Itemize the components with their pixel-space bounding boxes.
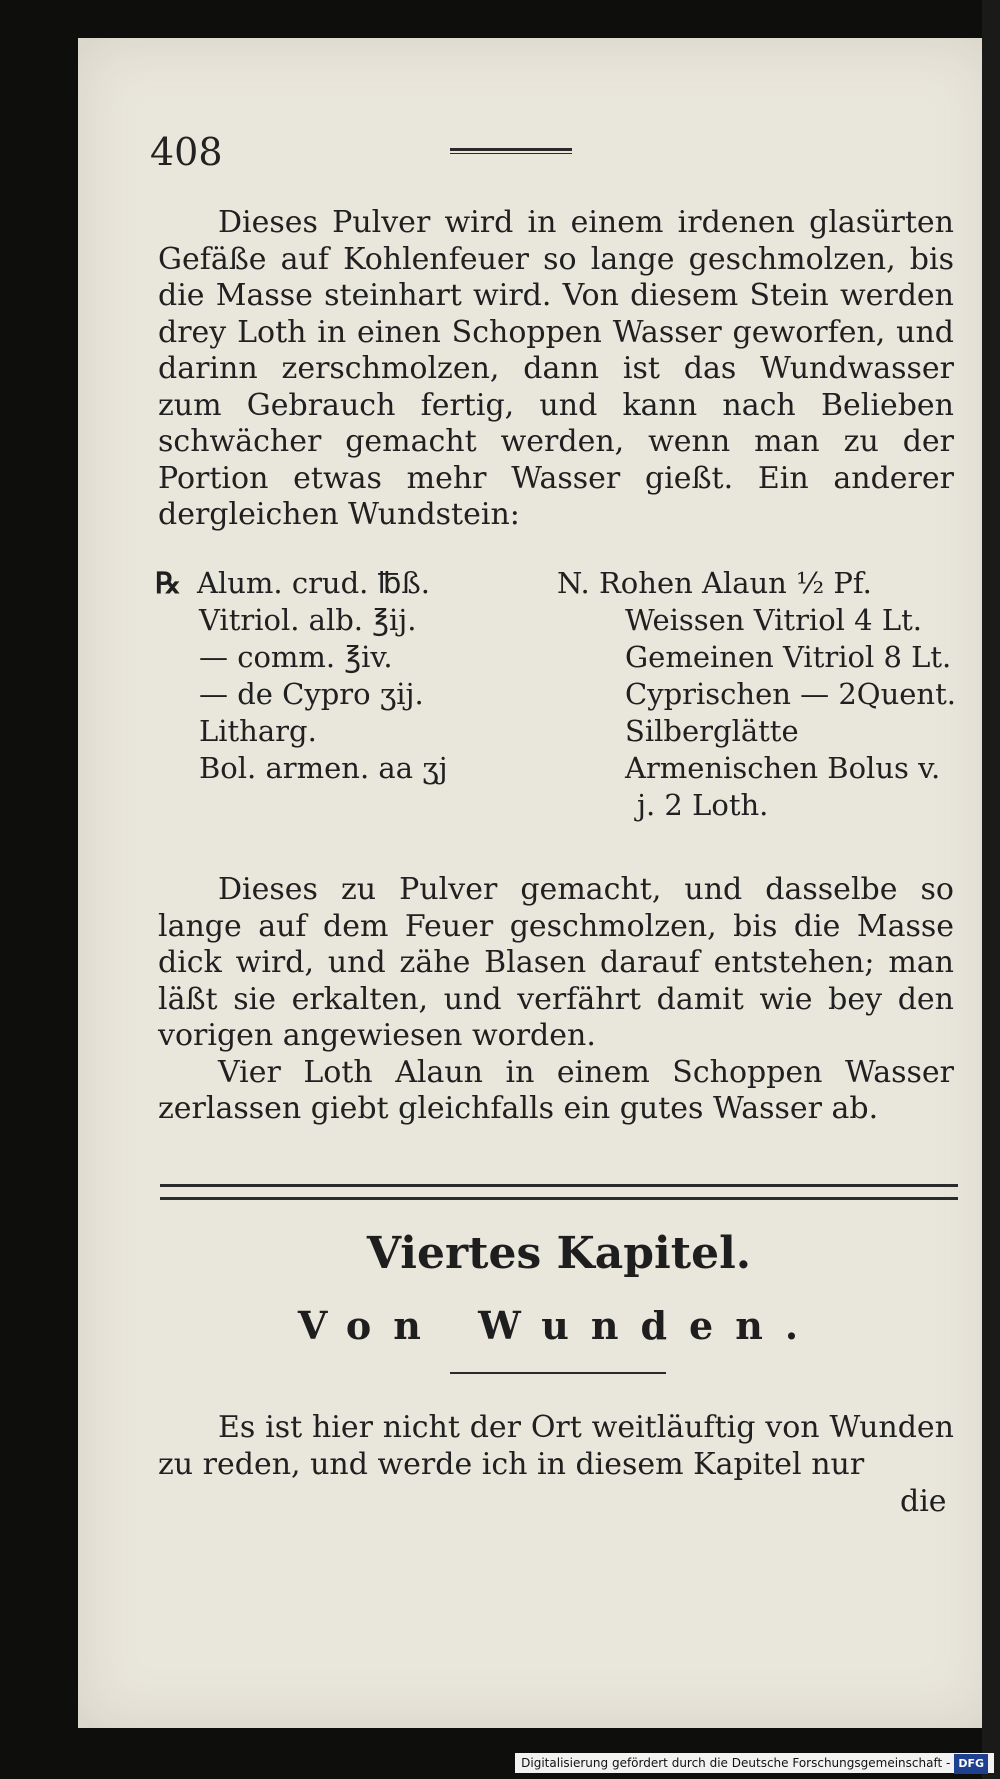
dfg-logo: DFG	[954, 1754, 988, 1774]
recipe-latin-line	[155, 787, 573, 824]
digitization-footer	[515, 1753, 994, 1773]
footer-text: Digitalisierung gefördert durch die Deutsche Forschungsgemeinschaft -	[521, 1756, 951, 1770]
recipe-latin-line: Bol. armen. aa ʒj	[199, 751, 448, 785]
paragraph-2	[158, 872, 954, 1128]
catchword: die	[900, 1484, 947, 1519]
recipe-table	[155, 565, 961, 824]
recipe-german-line: Cyprischen — 2Quent.	[625, 677, 956, 711]
recipe-latin-line: Alum. crud. ℔ß.	[197, 566, 430, 600]
recipe-row	[155, 602, 961, 639]
recipe-latin-line: Vitriol. alb. ℥ij.	[199, 603, 417, 637]
recipe-symbol: ℞	[155, 566, 181, 600]
recipe-latin-cell	[155, 565, 529, 602]
chapter-subtitle: Von Wunden.	[297, 1303, 821, 1348]
chapter-title: Viertes Kapitel.	[366, 1228, 752, 1279]
recipe-german-line: Rohen Alaun ½ Pf.	[598, 566, 872, 600]
paragraph-2-text: Dieses zu Pulver gemacht, und dasselbe so lange auf dem Feuer geschmolzen, bis die Masse dick wird, und zähe Blasen darauf entstehen; man läßt sie erkalten, und verfährt damit wie bey den vorigen angewiesen worden.	[158, 872, 954, 1053]
recipe-n-symbol: N.	[557, 566, 590, 600]
recipe-german-line: Armenischen Bolus v.	[625, 751, 941, 785]
recipe-row	[155, 565, 961, 602]
recipe-row	[155, 676, 961, 713]
paragraph-1	[158, 205, 954, 534]
paragraph-1-text: Dieses Pulver wird in einem irdenen glasürten Gefäße auf Kohlenfeuer so lange geschmolzen, bis die Masse steinhart wird. Von diesem Stein werden drey Loth in einen Schoppen Wasser geworfen, und darinn zerschmolzen, dann ist das Wundwasser zum Gebrauch fertig, und kann nach Belieben schwächer gemacht werden, wenn man zu der Portion etwas mehr Wasser gießt. Ein anderer dergleichen Wundstein:	[158, 205, 954, 532]
recipe-latin-line: Litharg.	[199, 714, 317, 748]
page-number: 408	[150, 130, 223, 174]
paragraph-2b-text: Vier Loth Alaun in einem Schoppen Wasser zerlassen giebt gleichfalls ein gutes Wasser ab.	[158, 1054, 954, 1126]
recipe-row	[155, 787, 961, 824]
recipe-row	[155, 750, 961, 787]
paragraph-3	[158, 1410, 954, 1483]
recipe-latin-line: — comm. ℥iv.	[199, 640, 393, 674]
recipe-row	[155, 639, 961, 676]
recipe-german-line: j. 2 Loth.	[637, 788, 769, 822]
subtitle-rule	[450, 1372, 666, 1374]
header-rule	[450, 148, 572, 154]
recipe-german-line: Weissen Vitriol 4 Lt.	[625, 603, 922, 637]
section-divider	[160, 1184, 958, 1200]
recipe-latin-line: — de Cypro ʒij.	[199, 677, 424, 711]
recipe-german-cell	[529, 565, 961, 602]
recipe-row	[155, 713, 961, 750]
recipe-german-line: Gemeinen Vitriol 8 Lt.	[625, 640, 952, 674]
recipe-german-line: Silberglätte	[625, 714, 799, 748]
paragraph-3-text: Es ist hier nicht der Ort weitläuftig von Wunden zu reden, und werde ich in diesem Kapitel nur	[158, 1410, 954, 1482]
scan-edge	[982, 0, 1000, 1779]
